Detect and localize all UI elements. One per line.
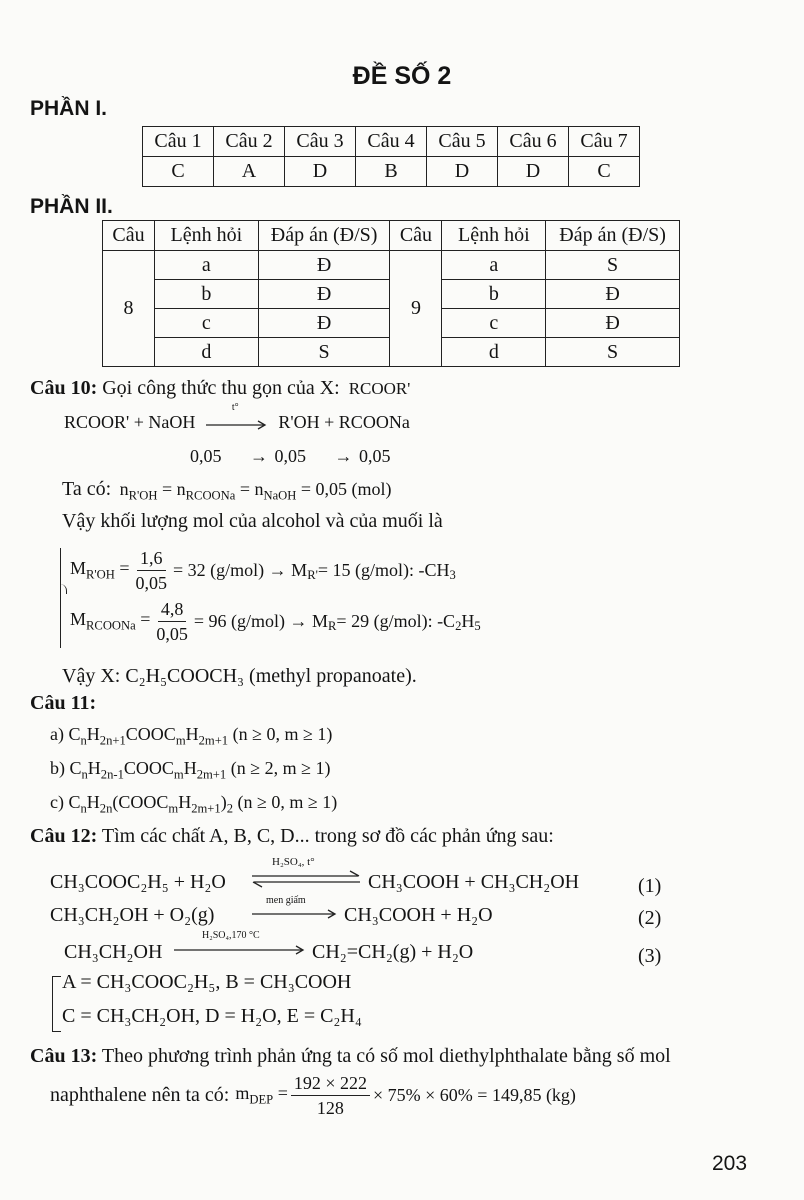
q12-r1-no: (1) xyxy=(638,875,662,897)
q11-a: a) $C_nH_{2n+1}COOC_mH_{2m+1}$ (n ≥ 0, m ≥ 1) xyxy=(50,724,333,748)
part2-heading: PHẦN II. xyxy=(30,195,113,218)
q12-r1-left: CH₃COOC₂H₅ + H₂O xyxy=(50,871,226,893)
q10-taco-expr: = 0,05 (mol) xyxy=(300,479,392,499)
part1-heading: PHẦN I. xyxy=(30,97,108,120)
q10-m2-num: 4,8 xyxy=(158,597,187,622)
part2-header: Câu xyxy=(390,221,442,251)
part1-answer: D xyxy=(427,157,498,187)
q12-r2-left: CH₃CH₂OH + O₂(g) xyxy=(50,904,215,926)
q10-eq-left: RCOOR' + NaOH xyxy=(64,412,196,432)
q12-ans2: C = CH₃CH₂OH, D = H₂O, E = C₂H₄ xyxy=(62,1005,362,1027)
q11-a-cond: (n ≥ 0, m ≥ 1) xyxy=(232,724,333,744)
q12-ans1: A = CH₃COOC₂H₅, B = CH₃COOH xyxy=(62,971,352,993)
q10-equation xyxy=(64,401,410,433)
q12-r3-left: CH₃CH₂OH xyxy=(64,941,163,963)
q10-line xyxy=(30,377,410,400)
part2-header: Đáp án (Đ/S) xyxy=(258,221,390,251)
q11-c-cond: (n ≥ 0, m ≥ 1) xyxy=(237,792,338,812)
table-cell: d xyxy=(154,338,258,367)
table-cell: Đ xyxy=(546,280,680,309)
part2-header: Lệnh hỏi xyxy=(154,221,258,251)
q10-mol: → 0,05 xyxy=(250,446,306,466)
q10-m2-tail: = 96 (g/mol) → M xyxy=(193,611,329,631)
system-brace xyxy=(60,548,61,648)
part2-header: Lệnh hỏi xyxy=(442,221,546,251)
table-cell: b xyxy=(442,280,546,309)
q12-r1-cond: H₂SO₄, t° xyxy=(272,856,315,868)
part1-header: Câu 2 xyxy=(214,127,285,157)
q10-m1-result: = 15 (g/mol): -CH xyxy=(317,560,450,580)
part2-table xyxy=(102,220,680,367)
table-cell: a xyxy=(154,251,258,280)
q12-r2-cond: men giấm xyxy=(266,895,306,906)
q10-moles xyxy=(190,446,391,467)
q13-text: Theo phương trình phản ứng ta có số mol diethylphthalate bằng số mol xyxy=(101,1045,671,1067)
brace-tip xyxy=(60,584,67,594)
q12-r3-no: (3) xyxy=(638,945,662,967)
fraction xyxy=(291,1071,370,1120)
q11-label: Câu 11: xyxy=(30,692,97,714)
part2-header: Câu xyxy=(103,221,155,251)
q10-label: Câu 10: xyxy=(30,377,98,399)
part1-header: Câu 7 xyxy=(569,127,640,157)
table-cell: b xyxy=(154,280,258,309)
part1-header: Câu 4 xyxy=(356,127,427,157)
table-cell: Đ xyxy=(258,280,390,309)
part1-answer: C xyxy=(143,157,214,187)
q12-r3-right: CH₂=CH₂(g) + H₂O xyxy=(312,941,474,963)
arrow-icon xyxy=(206,401,268,433)
part1-header: Câu 3 xyxy=(285,127,356,157)
q10-eq-cond: t° xyxy=(231,401,239,413)
part1-answer: D xyxy=(498,157,569,187)
part1-answer: B xyxy=(356,157,427,187)
q10-taco: Ta có: $n_{R'OH} = n_{RCOONa} = n_{NaOH} = 0,05$ (mol) xyxy=(62,478,392,503)
fraction xyxy=(153,597,191,646)
q12-r1-right: CH₃COOH + CH₃CH₂OH xyxy=(368,871,580,893)
q10-m1-den: 0,05 xyxy=(135,573,168,593)
table-cell: S xyxy=(258,338,390,367)
q10-taco-prefix: Ta có: xyxy=(62,478,112,500)
q10-conclusion: Vậy X: C₂H₅COOCH₃ (methyl propanoate). xyxy=(62,665,417,687)
table-cell: Đ xyxy=(258,251,390,280)
q10-m2-result: = 29 (g/mol): -C xyxy=(336,611,456,631)
question-number: 9 xyxy=(390,251,442,367)
page-number: 203 xyxy=(712,1152,748,1175)
arrow-icon xyxy=(174,930,306,958)
q10-vay-mass: Vậy khối lượng mol của alcohol và của muối là xyxy=(62,510,443,532)
answer-bracket xyxy=(52,976,61,1032)
q12-r3-cond: H₂SO₄,170 °C xyxy=(202,930,260,941)
part1-header: Câu 1 xyxy=(143,127,214,157)
q10-m1-num: 1,6 xyxy=(137,546,166,571)
q10-m1-tail: = 32 (g/mol) → M xyxy=(173,560,308,580)
table-cell: S xyxy=(546,251,680,280)
table-cell: Đ xyxy=(546,309,680,338)
fraction xyxy=(133,546,171,595)
page-title: ĐỀ SỐ 2 xyxy=(352,62,452,90)
q11-b: b) $C_nH_{2n-1}COOC_mH_{2m+1}$ (n ≥ 2, m ≥ 1) xyxy=(50,758,331,782)
q12-line xyxy=(30,825,554,848)
q13-den: 128 xyxy=(316,1098,344,1118)
q10-formula: RCOOR' xyxy=(348,379,411,398)
q10-m2-den: 0,05 xyxy=(156,624,188,644)
q10-m2: $M_{RCOONa}$ = $\frac{4,8}{0,05}$ = 96 (g/mol) → M $_R$ = 29 (g/mol): -C $_2$ H $_5$ xyxy=(70,599,481,644)
part1-header: Câu 5 xyxy=(427,127,498,157)
arrow-icon xyxy=(252,895,338,921)
table-cell: c xyxy=(154,309,258,338)
part1-header: Câu 6 xyxy=(498,127,569,157)
table-cell: c xyxy=(442,309,546,338)
q10-intro: Gọi công thức thu gọn của X: xyxy=(102,377,340,399)
table-cell: S xyxy=(546,338,680,367)
question-number: 8 xyxy=(103,251,155,367)
table-cell: Đ xyxy=(258,309,390,338)
q13-tail: × 75% × 60% = 149,85 (kg) xyxy=(373,1085,576,1105)
q10-mol: → 0,05 xyxy=(334,446,391,466)
equilibrium-arrow-icon xyxy=(250,856,362,890)
part1-answer: A xyxy=(214,157,285,187)
q13-label: Câu 13: xyxy=(30,1045,98,1067)
part1-answer: D xyxy=(285,157,356,187)
q13-num: 192 × 222 xyxy=(291,1071,370,1096)
q11-b-cond: (n ≥ 2, m ≥ 1) xyxy=(230,758,331,778)
q13-line2-text: naphthalene nên ta có: xyxy=(50,1084,230,1106)
q12-r2-right: CH₃COOH + H₂O xyxy=(344,904,493,926)
part1-table xyxy=(142,126,640,187)
q13-line1 xyxy=(30,1045,671,1068)
q12-r2-no: (2) xyxy=(638,907,662,929)
part2-header: Đáp án (Đ/S) xyxy=(546,221,680,251)
q13-line2: naphthalene nên ta có: $m_{DEP}$ = $\frac{192 \times 222}{128}$ × 75% × 60% = 149,85 (kg) xyxy=(50,1073,576,1118)
q10-m1: $M_{R'OH}$ = $\frac{1,6}{0,05}$ = 32 (g/mol) → M $_{R'}$ = 15 (g/mol): -CH $_3$ xyxy=(70,548,456,593)
table-cell: d xyxy=(442,338,546,367)
q10-eq-right: R'OH + RCOONa xyxy=(278,412,410,432)
part1-answer: C xyxy=(569,157,640,187)
q11-c: c) $C_nH_{2n}(COOC_mH_{2m+1})_2$ (n ≥ 0, m ≥ 1) xyxy=(50,792,338,816)
table-cell: a xyxy=(442,251,546,280)
q12-intro: Tìm các chất A, B, C, D... trong sơ đồ các phản ứng sau: xyxy=(101,825,554,847)
q12-label: Câu 12: xyxy=(30,825,98,847)
q10-mol: 0,05 xyxy=(190,446,222,466)
